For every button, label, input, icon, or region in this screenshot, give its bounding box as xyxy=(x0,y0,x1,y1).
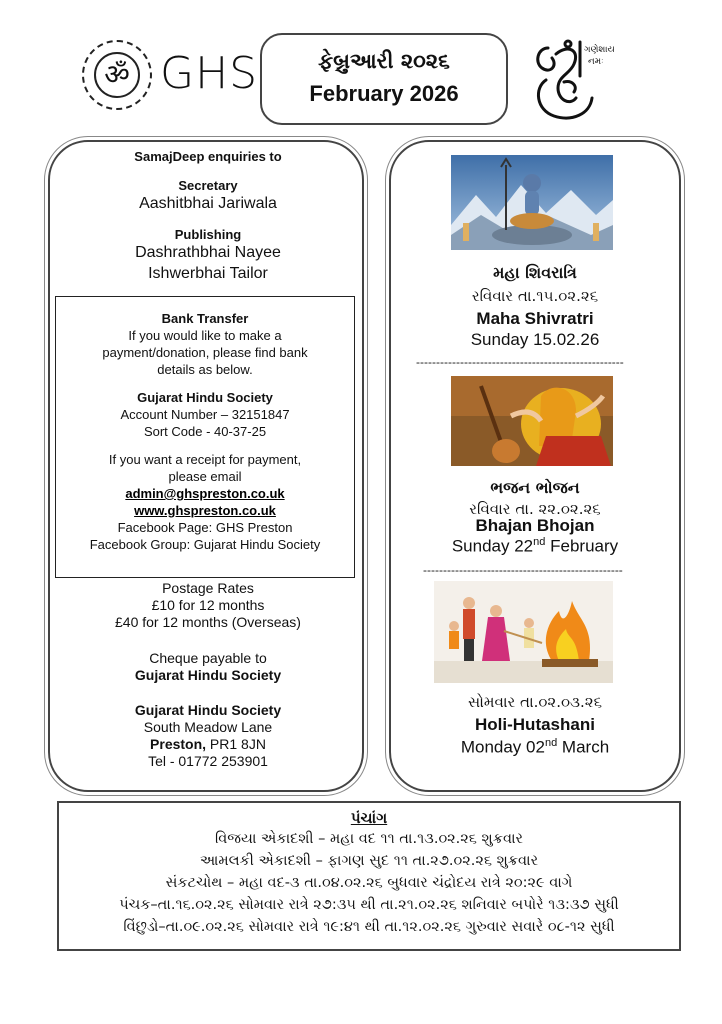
bank-heading: Bank Transfer xyxy=(161,311,249,326)
event-name-gujarati: મહા શિવરાત્રિ xyxy=(493,263,577,282)
panchang-line: આમલકી એકાદશી – ફાગણ સુદ ૧૧ તા.૨૭.૦૨.૨૬ શુક્રવાર xyxy=(199,853,539,869)
event-name: Maha Shivratri xyxy=(476,309,594,328)
event-name: Holi-Hutashani xyxy=(475,715,595,734)
address-street: South Meadow Lane xyxy=(143,719,273,735)
address-city-line xyxy=(60,736,356,753)
bhajan-image xyxy=(451,376,613,466)
facebook-page: Facebook Page: GHS Preston xyxy=(117,520,293,535)
event-date-gujarati: રવિવાર તા. ૨૨.૦૨.૨૬ xyxy=(469,500,601,518)
website-link[interactable]: www.ghspreston.co.uk xyxy=(134,503,276,518)
panchang-box xyxy=(57,801,681,951)
postage-rate-overseas: £40 for 12 months (Overseas) xyxy=(115,614,301,630)
enquiries-heading: SamajDeep enquiries to xyxy=(134,149,282,164)
event-date: Sunday 22nd February xyxy=(451,536,619,556)
ghs-logo xyxy=(80,38,259,114)
title-gujarati: ફેબ્રુઆરી ૨૦૨૬ xyxy=(318,49,450,73)
address-tel: Tel - 01772 253901 xyxy=(148,753,268,769)
address-postcode: PR1 8JN xyxy=(206,736,266,752)
sort-code: Sort Code - 40-37-25 xyxy=(143,424,267,439)
email-link[interactable]: admin@ghspreston.co.uk xyxy=(125,486,285,501)
panchang-title: પંચાંગ xyxy=(350,809,388,827)
org-short-name: GHS xyxy=(160,48,259,99)
address-city: Preston, xyxy=(150,736,207,752)
receipt-line: If you want a receipt for payment, xyxy=(108,452,302,467)
panchang-line: વિજયા એકાદશી – મહા વદ ૧૧ તા.૧૩.૦૨.૨૬ શુક્રવાર xyxy=(214,831,524,847)
event-date: Monday 02nd March xyxy=(460,737,610,757)
event-date: Sunday 15.02.26 xyxy=(470,330,600,349)
divider: -------------------------------------------------- xyxy=(423,563,623,577)
secretary-name: Aashitbhai Jariwala xyxy=(139,195,277,212)
ganesh-icon xyxy=(528,36,614,124)
bank-org: Gujarat Hindu Society xyxy=(137,390,273,405)
secretary-label: Secretary xyxy=(178,178,238,193)
event-name-gujarati: ભજન ભોજન xyxy=(490,478,580,497)
publishing-name: Ishwerbhai Tailor xyxy=(148,265,268,282)
account-number: Account Number – 32151847 xyxy=(120,407,290,422)
postage-rate: £10 for 12 months xyxy=(151,597,265,613)
shiva-image xyxy=(451,155,613,250)
address-org: Gujarat Hindu Society xyxy=(134,702,282,718)
bank-intro-line: If you would like to make a xyxy=(128,328,282,343)
svg-text:ગણેશાય: ગણેશાય xyxy=(584,45,614,55)
om-icon: ॐ xyxy=(82,40,152,110)
receipt-line: please email xyxy=(168,469,242,484)
bank-intro-line: details as below. xyxy=(157,362,253,377)
panchang-line: વિંછુડો–તા.૦૯.૦૨.૨૬ સોમવાર રાત્રે ૧૯:૪૧ થી તા.૧૨.૦૨.૨૬ ગુરુવાર સવારે ૦૮-૧૨ સુધી xyxy=(123,919,615,935)
panchang-line: પંચક–તા.૧૬.૦૨.૨૬ સોમવાર રાત્રે ૨૭:૩૫ થી તા.૨૧.૦૨.૨૬ શનિવાર બપોરે ૧૩:૩૭ સુધી xyxy=(119,897,619,913)
facebook-group: Facebook Group: Gujarat Hindu Society xyxy=(89,537,321,552)
postage-heading: Postage Rates xyxy=(162,580,254,596)
title-english: February 2026 xyxy=(309,81,459,106)
cheque-label: Cheque payable to xyxy=(149,650,267,666)
event-date-gujarati: સોમવાર તા.૦૨.૦૩.૨૬ xyxy=(467,693,603,711)
publishing-name: Dashrathbhai Nayee xyxy=(135,244,281,261)
event-name: Bhajan Bhojan xyxy=(475,516,595,535)
publishing-label: Publishing xyxy=(174,227,242,242)
bank-intro-line: payment/donation, please find bank xyxy=(102,345,308,360)
divider: ---------------------------------------------------- xyxy=(416,355,624,369)
holi-image xyxy=(434,581,613,683)
bank-transfer-box xyxy=(55,296,355,578)
svg-text:નમઃ: નમઃ xyxy=(588,57,604,67)
event-date-gujarati: રવિવાર તા.૧૫.૦૨.૨૬ xyxy=(471,287,599,305)
panchang-line: સંકટચોથ – મહા વદ-૩ તા.૦૪.૦૨.૨૬ બુધવાર ચંદ્રોદય રાત્રે ૨૦:૨૯ વાગે xyxy=(165,875,573,891)
cheque-org: Gujarat Hindu Society xyxy=(134,667,282,683)
newsletter-title-box xyxy=(260,33,508,125)
